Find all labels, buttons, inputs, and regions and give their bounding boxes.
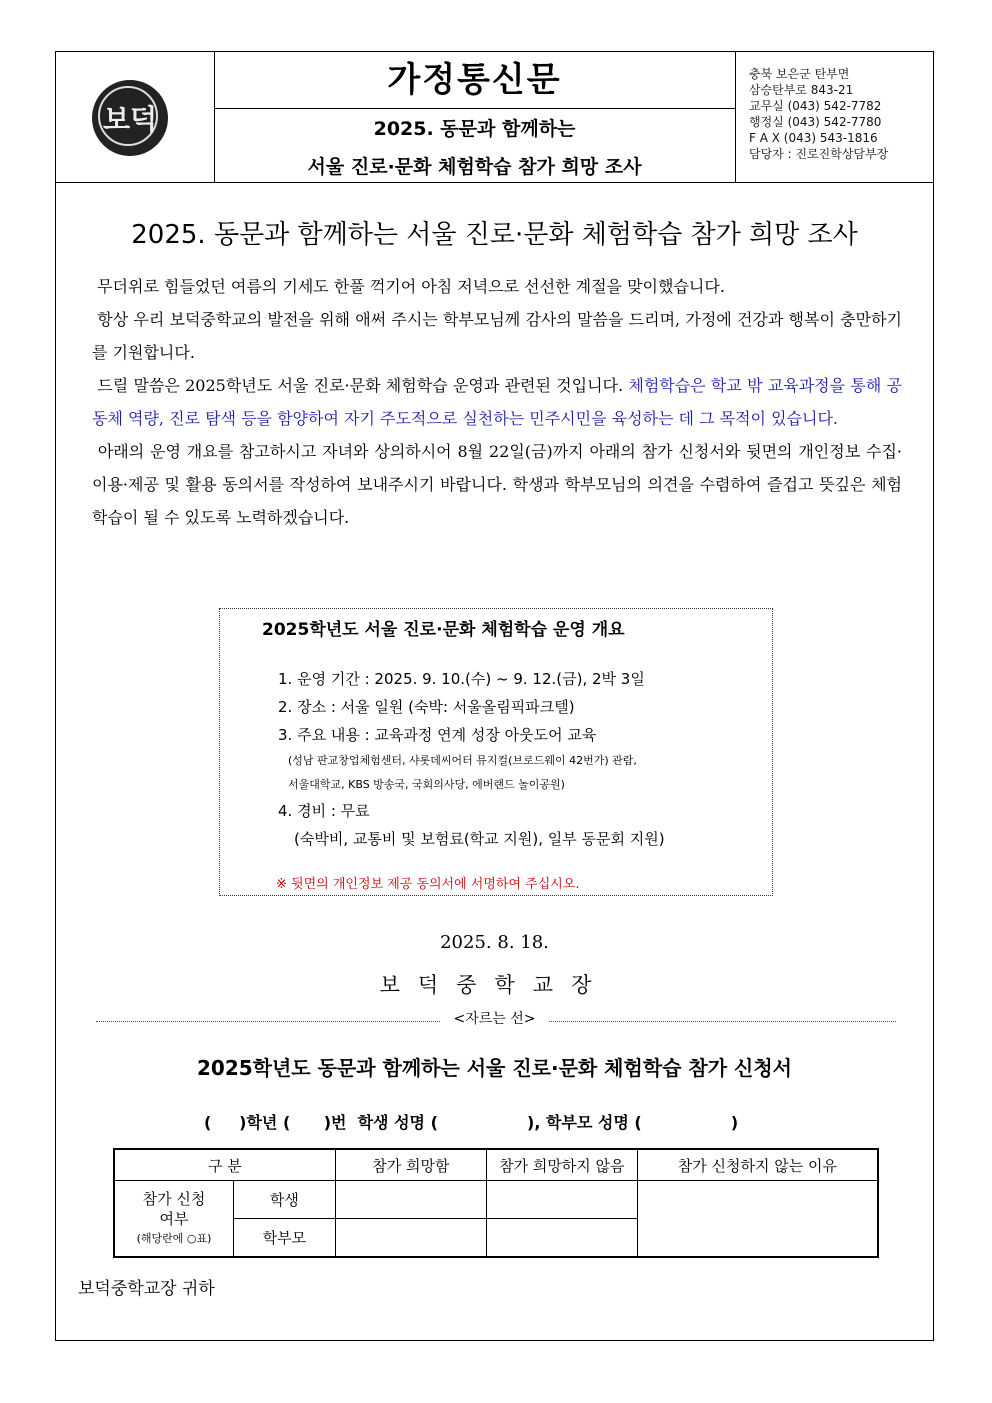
logo-cell	[56, 52, 215, 182]
letter-date: 2025. 8. 18.	[440, 932, 549, 953]
consent-notice: ※ 뒷면의 개인정보 제공 동의서에 서명하여 주십시오.	[276, 877, 580, 892]
overview-list	[278, 665, 665, 853]
document-frame	[55, 51, 934, 1341]
contact-info	[749, 66, 888, 162]
parent-participate-cell[interactable]	[335, 1219, 486, 1258]
header-reason: 참가 신청하지 않는 이유	[637, 1149, 878, 1181]
overview-item-place: 2. 장소 : 서울 일원 (숙박: 서울올림픽파크텔)	[278, 698, 575, 716]
school-logo-text: 보덕	[102, 103, 158, 136]
addressee: 보덕중학교장 귀하	[78, 1279, 215, 1299]
table-row-student	[114, 1181, 878, 1219]
principal-signature: 보덕중학교장	[379, 973, 610, 997]
cut-line-label-wrap	[56, 1008, 933, 1028]
overview-box	[219, 608, 773, 896]
letter-body	[92, 270, 902, 534]
paragraph-4: 아래의 운영 개요를 참고하시고 자녀와 상의하시어 8월 22일(금)까지 아래의 참가 신청서와 뒷면의 개인정보 수집·이용·제공 및 활용 동의서를 작성하여 보내주시기 바랍니다. 학생과 학부모님의 의견을 수렴하여 즐겁고 뜻깊은 체험학습이 될 수 있도록 노력하겠습니다.	[92, 442, 902, 527]
row-student-label: 학생	[234, 1181, 336, 1219]
contact-line: 충북 보은군 탄부면	[749, 67, 850, 81]
overview-title: 2025학년도 서울 진로·문화 체험학습 운영 개요	[262, 620, 625, 640]
parent-not-participate-cell[interactable]	[486, 1219, 637, 1258]
newsletter-subtitle-2: 서울 진로·문화 체험학습 참가 희망 조사	[307, 156, 642, 178]
reason-cell[interactable]	[637, 1181, 878, 1258]
title-cell	[214, 52, 736, 182]
newsletter-header	[56, 52, 933, 183]
student-not-participate-cell[interactable]	[486, 1181, 637, 1219]
overview-content-detail-2: 서울대학교, KBS 방송국, 국회의사당, 에버랜드 놀이공원)	[288, 778, 565, 791]
application-table	[113, 1148, 879, 1258]
purpose-highlight: 체험학습은 학교 밖 교육과정을 통해 공동체 역량, 진로 탐색 등을 함양하여 자기 주도적으로 실천하는 민주시민을 육성하는 데 그 목적이 있습니다.	[92, 376, 902, 428]
header-not-participate: 참가 희망하지 않음	[486, 1149, 637, 1181]
contact-line: 행정실 (043) 542-7780	[749, 115, 882, 129]
row-category-label: 참가 신청 여부 (해당란에 ○표)	[114, 1181, 234, 1258]
row-parent-label: 학부모	[234, 1219, 336, 1258]
school-logo	[92, 80, 168, 156]
overview-content-detail-1: (성남 판교창업체험센터, 샤롯데씨어터 뮤지컬(브로드웨이 42번가) 관람,	[288, 754, 637, 767]
cut-line-label: <자르는 선>	[441, 1011, 547, 1027]
contact-line: 삼승탄부로 843-21	[749, 83, 854, 97]
contact-line: 교무실 (043) 542-7782	[749, 99, 882, 113]
contact-line: F A X (043) 543-1816	[749, 131, 878, 145]
overview-cost-detail: (숙박비, 교통비 및 보험료(학교 지원), 일부 동문회 지원)	[294, 830, 665, 848]
header-participate: 참가 희망함	[335, 1149, 486, 1181]
header-category: 구 분	[114, 1149, 335, 1181]
application-name-line: ( )학년 ( )번 학생 성명 ( ), 학부모 성명 ( )	[204, 1113, 739, 1132]
paragraph-1: 무더위로 힘들었던 여름의 기세도 한풀 꺽기어 아침 저녁으로 선선한 계절을 맞이했습니다.	[97, 277, 725, 296]
letter-title: 2025. 동문과 함께하는 서울 진로·문화 체험학습 참가 희망 조사	[131, 220, 858, 250]
paragraph-3: 드릴 말씀은 2025학년도 서울 진로·문화 체험학습 운영과 관련된 것입니다. 체험학습은 학교 밖 교육과정을 통해 공동체 역량, 진로 탐색 등을 함양하여 자기 주도적으로 실천하는 민주시민을 육성하는 데 그 목적이 있습니다.	[92, 376, 902, 428]
table-header-row	[114, 1149, 878, 1181]
overview-item-period: 1. 운영 기간 : 2025. 9. 10.(수) ~ 9. 12.(금), 2박 3일	[278, 670, 645, 688]
overview-item-cost: 4. 경비 : 무료	[278, 802, 370, 820]
paragraph-2: 항상 우리 보덕중학교의 발전을 위해 애써 주시는 학부모님께 감사의 말씀을 드리며, 가정에 건강과 행복이 충만하기를 기원합니다.	[92, 310, 902, 362]
newsletter-title: 가정통신문	[214, 52, 735, 109]
newsletter-subtitle-1: 2025. 동문과 함께하는	[373, 118, 576, 140]
overview-item-content: 3. 주요 내용 : 교육과정 연계 성장 아웃도어 교육	[278, 726, 597, 744]
student-participate-cell[interactable]	[335, 1181, 486, 1219]
contact-line: 담당자 : 진로진학상담부장	[749, 147, 889, 161]
row-category-note: (해당란에 ○표)	[136, 1231, 212, 1245]
application-form-title: 2025학년도 동문과 함께하는 서울 진로·문화 체험학습 참가 신청서	[196, 1056, 792, 1080]
